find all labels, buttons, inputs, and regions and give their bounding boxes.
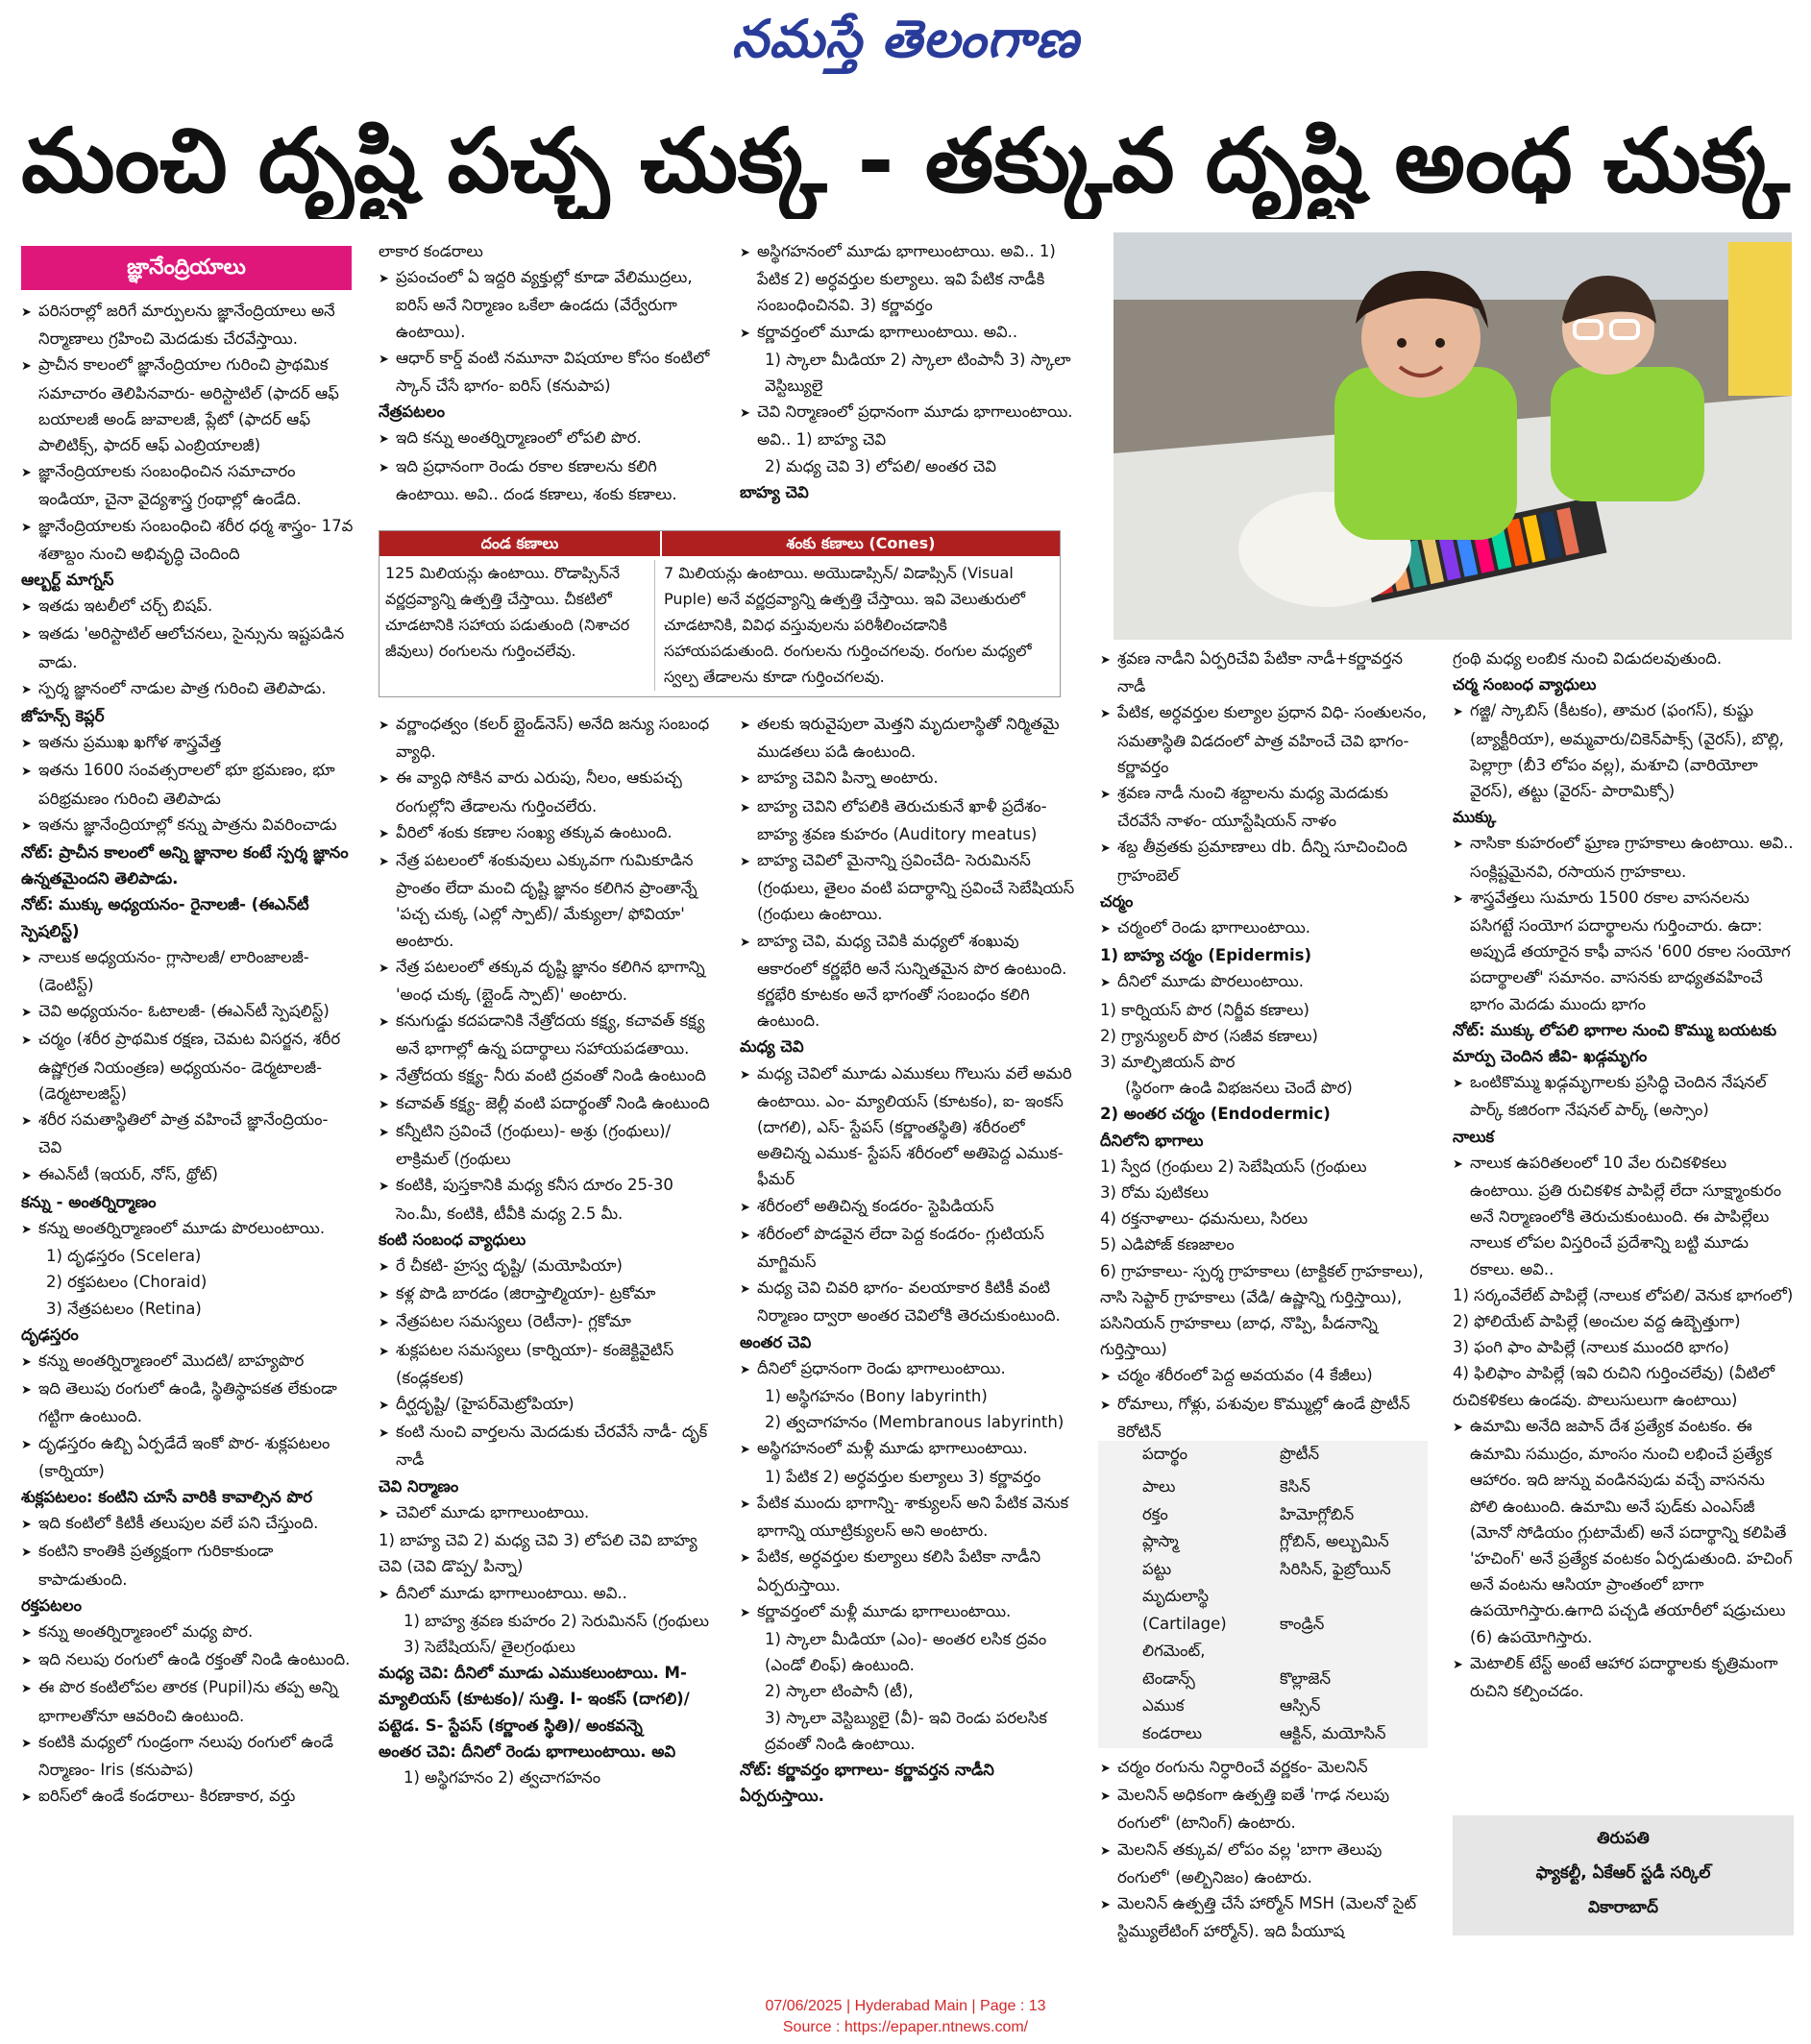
paragraph: 5) ఎడిపోజ్ కణజాలం	[1100, 1235, 1235, 1254]
subheading: అంతర చెవి	[740, 1332, 812, 1351]
column-3-bottom	[740, 711, 1078, 1952]
bullet-item: ➤ చెవిలో మూడు భాగాలుంటాయి.	[379, 1499, 717, 1527]
table-cell-protein: కాండ్రిన్	[1280, 1614, 1325, 1633]
table-cell-protein: గ్లోబిన్, అల్బుమిన్	[1280, 1532, 1389, 1550]
bullet-item: ➤ ఇది తెలుపు రంగులో ఉండి, స్థితిస్థాపకత లేకుండా గట్టిగా ఉంటుంది.	[21, 1375, 355, 1429]
bullet-item: ➤ నేత్రపటల సమస్యలు (రెటీనా)- గ్లకోమా	[379, 1308, 717, 1336]
table-cell-protein: కొల్లాజెన్	[1280, 1668, 1332, 1688]
subheading: రక్తపటలం	[21, 1595, 82, 1615]
list-item: 1) స్కాలా మీడియా (ఎం)- అంతర లసిక ద్రవం (ఎండో లింఫ్) ఉంటుంది.	[765, 1629, 1047, 1675]
list-item: 1) స్కాలా మీడియా 2) స్కాలా టింపానీ 3) స్కాలా వెస్టిబ్యులై	[765, 350, 1071, 396]
table-cell-substance: కండరాలు	[1142, 1723, 1203, 1742]
subheading: దృఢస్తరం	[21, 1325, 79, 1344]
bullet-item: ➤ కన్ను అంతర్నిర్మాణంలో మధ్య పొర.	[21, 1618, 355, 1646]
bullet-item: ➤ కంటిని కాంతికి ప్రత్యక్షంగా గురికాకుండా కాపాడుతుంది.	[21, 1538, 355, 1592]
bullet-item: ➤ ఆధార్ కార్డ్ వంటి నమూనా విషయాల కోసం కంటిలో స్కాన్ చేసే భాగం- ఐరిస్ (కనుపాప)	[379, 345, 715, 399]
bullet-item: ➤ జ్ఞానేంద్రియాలకు సంబంధించిన సమాచారం ఇండియా, చైనా వైద్యశాస్త్ర గ్రంథాల్లో ఉండేది.	[21, 458, 355, 512]
table-cell-protein: హిమోగ్లోబిన్	[1280, 1504, 1355, 1523]
note: నోట్: ముక్కు అధ్యయనం- రైనాలజీ- (ఈఎన్‌టీ స్పెషలిస్ట్)	[21, 895, 309, 940]
bullet-item: ➤ చెవి నిర్మాణంలో ప్రధానంగా మూడు భాగాలుంటాయి. అవి.. 1) బాహ్య చెవి	[740, 399, 1078, 452]
paragraph: 1) స్వేద (గ్రంథులు 2) సెబేషియస్ (గ్రంథులు	[1100, 1156, 1367, 1176]
bullet-item: ➤ మెటాలిక్ టేస్ట్ అంటే ఆహార పదార్థాలకు కృత్రిమంగా రుచిని కల్పించడం.	[1453, 1650, 1794, 1704]
subheading: శుక్లపటలం: కంటిని చూసే వారికి కావాల్సిన పొర	[21, 1487, 313, 1506]
list-item: 1) బాహ్య శ్రవణ కుహరం 2) సెరుమినస్ (గ్రంథులు 3) సెబేషియస్/ తైలగ్రంథులు	[404, 1611, 709, 1656]
paragraph: 2) గ్ర్యాన్యులర్ పొర (సజీవ కణాలు)	[1100, 1026, 1318, 1045]
bullet-item: ➤ ఇది కంటిలో కిటికీ తలుపుల వలే పని చేస్తుంది.	[21, 1510, 355, 1538]
column-5	[1453, 645, 1794, 1813]
bullet-item: ➤ కంటికి, పుస్తకానికి మధ్య కనీస దూరం 25-30 సెం.మీ, కంటికి, టీవీకి మధ్య 2.5 మీ.	[379, 1172, 717, 1226]
table-cell-substance: పాలు	[1142, 1477, 1176, 1496]
table-cell-substance: మృదులాస్థి	[1142, 1587, 1210, 1605]
byline	[1453, 1815, 1794, 1935]
column-2-top	[379, 238, 715, 526]
subheading: మధ్య చెవి	[740, 1037, 804, 1057]
bullet-item: ➤ పరిసరాల్లో జరిగే మార్పులను జ్ఞానేంద్రియాలు అనే నిర్మాణాలు గ్రహించి మెదడుకు చేరవేస్తాయి.	[21, 298, 355, 352]
bullet-item: ➤ ప్రపంచంలో ఏ ఇద్దరి వ్యక్తుల్లో కూడా వేలిముద్రలు, ఐరిస్ అనే నిర్మాణం ఒకేలా ఉండదు (వేర్వేరుగా ఉంటాయి).	[379, 264, 715, 345]
bullet-item: ➤ కంటి నుంచి వార్తలను మెదడుకు చేరవేసే నాడీ- దృక్ నాడీ	[379, 1419, 717, 1472]
paragraph: గ్రంథి మధ్య లంబిక నుంచి విడుదలవుతుంది.	[1453, 649, 1723, 668]
subheading: చర్మం	[1100, 891, 1134, 911]
subheading: కన్ను - అంతర్నిర్మాణం	[21, 1192, 157, 1211]
table-cell-rods: 125 మిలియన్లు ఉంటాయి. రొడాప్సిన్‌నే వర్ణద్రవ్యాన్ని ఉత్పత్తి చేస్తాయి. చీకటిలో చూడటానికి సహాయ పడుతుంది (నిశాచర జీవులు) రంగులను గుర్తించలేవు.	[385, 564, 630, 660]
bullet-item: ➤ కచావత్ కక్ష్య- జెల్లీ వంటి పదార్థంతో నిండి ఉంటుంది	[379, 1090, 717, 1118]
cone-rod-table	[379, 530, 1061, 697]
table-cell-protein: ఆస్సిన్	[1280, 1696, 1321, 1715]
footer-source-link[interactable]: Source : https://epaper.ntnews.com/	[782, 2019, 1029, 2035]
byline-name: తిరుపతి	[1597, 1829, 1650, 1848]
note: మధ్య చెవి: దీనిలో మూడు ఎముకలుంటాయి. M- మ్యాలియస్ (కూటకం)/ సుత్తి. I- ఇంకస్ (దాగలి)/ పట్టెడ. S- స్టేపస్ (కర్ణాంత స్థితి)/ అంకవన్నె	[379, 1664, 690, 1735]
protein-head-protein: ప్రొటీన్	[1280, 1445, 1320, 1463]
protein-table	[1098, 1441, 1428, 1748]
subheading: నేత్రపటలం	[379, 402, 445, 422]
list-item: 2) రక్తపటలం (Choraid)	[46, 1273, 208, 1292]
bullet-item: ➤ శరీర సమతాస్థితిలో పాత్ర వహించే జ్ఞానేంద్రియం- చెవి	[21, 1107, 355, 1160]
paragraph: 6) గ్రాహకాలు- స్పర్శ గ్రాహకాలు (టాక్టికల్ గ్రాహకాలు), నాసి సెప్టార్ గ్రాహకాలు (వేడి/ ఉష్ణాన్ని గుర్తిస్తాయి), పసినియన్ గ్రాహకాలు (బాధ, నొప్పి, పీడనాన్ని గుర్తిస్తాయి)	[1100, 1261, 1424, 1359]
subheading: బాహ్య చెవి	[740, 482, 809, 501]
byline-place: వికారాబాద్	[1588, 1898, 1658, 1917]
protein-head-substance: పదార్థం	[1142, 1445, 1188, 1463]
bullet-item: ➤ బాహ్య చెవిని పిన్నా అంటారు.	[740, 765, 1078, 792]
bullet-item: ➤ కన్ను అంతర్నిర్మాణంలో మొదటి/ బాహ్యపొర	[21, 1348, 355, 1375]
bullet-item: ➤ దృఢస్తరం ఉబ్బి ఏర్పడేదే ఇంకో పొర- శుక్లపటలం (కార్నియా)	[21, 1430, 355, 1484]
bullet-item: ➤ కర్ణావర్తంలో మూడు భాగాలుంటాయి. అవి..	[740, 319, 1078, 347]
bullet-item: ➤ చర్మం రంగును నిర్ధారించే వర్ణకం- మెలనిన్	[1100, 1754, 1432, 1782]
column-3-top	[740, 238, 1078, 526]
bullet-item: ➤ స్పర్శ జ్ఞానంలో నాడుల పాత్ర గురించి తెలిపాడు.	[21, 675, 355, 703]
bullet-item: ➤ ఈ వ్యాధి సోకిన వారు ఎరుపు, నీలం, ఆకుపచ్చ రంగుల్లోని తేడాలను గుర్తించలేరు.	[379, 765, 717, 818]
paragraph: 1) కార్నియస్ పొర (నిర్జీవ కణాలు)	[1100, 1000, 1309, 1019]
bullet-item: ➤ బాహ్య చెవి, మధ్య చెవికి మధ్యలో శంఖువు ఆకారంలో కర్ణభేరి అనే సున్నితమైన పొర ఉంటుంది. కర్ణభేరి కూటకం అనే భాగంతో సంబంధం కలిగి ఉంటుంది.	[740, 928, 1078, 1034]
photo-children-drawing	[1114, 232, 1792, 640]
bullet-item: ➤ కంటికి మధ్యలో గుండ్రంగా నలుపు రంగులో ఉండే నిర్మాణం- Iris (కనుపాప)	[21, 1729, 355, 1783]
subheading: దీనిలోని భాగాలు	[1100, 1131, 1204, 1150]
bullet-item: ➤ చర్మం (శరీర ప్రాథమిక రక్షణ, చెమట విసర్జన, శరీర ఉష్ణోగ్రత నియంత్రణ) అధ్యయనం- డెర్మటాలజీ- (డెర్మటాలజిస్ట్)	[21, 1026, 355, 1107]
bullet-item: ➤ బాహ్య చెవిలో మైనాన్ని స్రవించేది- సెరుమినస్ (గ్రంథులు, తైలం వంటి పదార్థాన్ని స్రవించే సెబేషియస్ (గ్రంథులు ఉంటాయి.	[740, 847, 1078, 928]
note: నోట్: ప్రాచీన కాలంలో అన్ని జ్ఞానాల కంటే స్పర్శ జ్ఞానం ఉన్నతమైందని తెలిపాడు.	[21, 843, 349, 888]
list-item: 2) మధ్య చెవి 3) లోపలి/ అంతర చెవి	[765, 456, 996, 475]
column-1	[21, 298, 355, 1950]
bullet-item: ➤ రోమాలు, గోళ్లు, పశువుల కొమ్ముల్లో ఉండే ప్రొటీన్ కెరోటిన్	[1100, 1391, 1432, 1443]
bullet-item: ➤ అస్థిగహనంలో మళ్లీ మూడు భాగాలుంటాయి.	[740, 1435, 1078, 1463]
table-head-rods: దండ కణాలు	[379, 531, 660, 556]
bullet-item: ➤ మధ్య చెవి చివరి భాగం- వలయాకార కిటికీ వంటి నిర్మాణం ద్వారా అంతర చెవిలోకి తెరచుకుంటుంది.	[740, 1275, 1078, 1328]
bullet-item: ➤ పేటిక ముందు భాగాన్ని- శాక్యులస్ అని పేటిక వెనుక భాగాన్ని యూట్రిక్యులస్ అని అంటారు.	[740, 1490, 1078, 1544]
bullet-item: ➤ ఉమామి అనేది జపాన్ దేశ ప్రత్యేక వంటకం. ఈ ఉమామి సముద్రం, మాంసం నుంచి లభించే ప్రత్యేక ఆహారం. ఇది జున్ను వండినపుడు వచ్చే వాసనను పోలి ఉంటుంది. ఉమామి అనే పుడ్‌కు ఎంఎస్‌జీ (మోనో సోడియం గ్లుటామేట్) అనే పదార్థాన్ని కలిపితే 'హచింగ్' అనే ప్రత్యేక వంటకం ఏర్పడుతుంది. హచింగ్ అనే వంటను ఆసియా ప్రాంతంలో బాగా ఉపయోగిస్తారు.ఉగాది పచ్చడి తయారీలో షడ్రుచులు (6) ఉపయోగిస్తారు.	[1453, 1413, 1794, 1650]
bullet-item: ➤ గజ్జి/ స్కాబిస్ (కీటకం), తామర (ఫంగస్), కుష్టు (బ్యాక్టీరియా), అమ్మవారు/చికెన్‌పాక్స్ (వైరస్), బొల్లి, పెల్లాగ్రా (బీ3 లోపం వల్ల), మశూచి (వారియోలా వైరస్), తట్టు (వైరస్- పారామిక్సో)	[1453, 697, 1794, 804]
paragraph: లాకార కండరాలు	[379, 242, 483, 260]
subheading: ఆల్బర్ట్ మాగ్నస్	[21, 571, 114, 590]
bullet-item: ➤ ఇతను 1600 సంవత్సరాలలో భూ భ్రమణం, భూ పరిభ్రమణం గురించి తెలిపాడు	[21, 757, 355, 811]
bullet-item: ➤ కనుగుడ్డు కదపడానికి నేత్రోదయ కక్ష్య, కచావత్ కక్ష్య అనే భాగాల్లో ఉన్న పదార్థాలు సహాయపడతాయి.	[379, 1008, 717, 1061]
paragraph: 1) బాహ్య చెవి 2) మధ్య చెవి 3) లోపలి చెవి బాహ్య చెవి (చెవి డొప్ప/ పిన్నా)	[379, 1531, 697, 1576]
bullet-item: ➤ ఇతడు ఇటలీలో చర్చ్ బిషప్.	[21, 593, 355, 620]
subheading: చర్మ సంబంధ వ్యాధులు	[1453, 675, 1597, 694]
paragraph: 3) మాల్ఫిజియన్ పొర	[1100, 1053, 1236, 1072]
bullet-item: ➤ శుక్లపటల సమస్యలు (కార్నియా)- కంజెక్టివైటిస్ (కండ్లకలక)	[379, 1337, 717, 1391]
bullet-item: ➤ నాలుక ఉపరితలంలో 10 వేల రుచికళికలు ఉంటాయి. ప్రతి రుచికళిక పాపిల్లే లేదా సూక్ష్మాంకురం అనే నిర్మాణంలోకి తెరుచుకుంటుంది. ఈ పాపిల్లేలు నాలుక లోపల విస్తరించే ప్రదేశాన్ని బట్టి మూడు రకాలు. అవి..	[1453, 1150, 1794, 1282]
bullet-item: ➤ పేటిక, అర్ధవర్తుల కుల్యాలు కలిసి పేటికా నాడీని ఏర్పరుస్తాయి.	[740, 1544, 1078, 1597]
paragraph: 3) రోమ పుటికలు	[1100, 1183, 1209, 1203]
table-cell-substance: (Cartilage)	[1142, 1614, 1227, 1633]
subheading: జోహన్స్ కెప్లర్	[21, 707, 105, 726]
table-cell-substance: ఎముక	[1142, 1696, 1185, 1715]
bullet-item: ➤ రే చీకటి- హ్రస్వ దృష్టి/ (మయోపియా)	[379, 1253, 717, 1280]
bullet-item: ➤ కర్ణావర్తంలో మళ్లీ మూడు భాగాలుంటాయి.	[740, 1598, 1078, 1626]
bullet-item: ➤ నేత్ర పటలంలో శంకువులు ఎక్కువగా గుమికూడిన ప్రాంతం లేదా మంచి దృష్టి జ్ఞానం కలిగిన ప్రాంతాన్నే 'పచ్చ చుక్క (ఎల్లో స్పాట్)/ మేక్యులా/ ఫోవియా' అంటారు.	[379, 847, 717, 954]
table-cell-cones: 7 మిలియన్లు ఉంటాయి. అయొడాప్సిన్/ విడాప్సిన్ (Visual Puple) అనే వర్ణద్రవ్యాన్ని ఉత్పత్తి చేస్తాయి. ఇవి వెలుతురులో చూడటానికి, వివిధ వస్తువులను పరిశీలించడానికి సహాయపడుతుంది. రంగులను గుర్తించగలవు. రంగుల మధ్యలో స్వల్ప తేడాలను కూడా గుర్తించగలవు.	[664, 564, 1032, 686]
bullet-item: ➤ చెవి అధ్యయనం- ఓటాలజీ- (ఈఎన్‌టీ స్పెషలిస్ట్)	[21, 998, 355, 1026]
bullet-item: ➤ శాస్త్రవేత్తలు సుమారు 1500 రకాల వాసనలను పసిగట్టే సంయోగ పదార్థాలను గుర్తించారు. ఉదా: అప్పుడే తయారైన కాఫీ వాసన '600 రకాల సంయోగ పదార్థాలతో' సమానం. వాసనకు బాధ్యతవహించే భాగం మెదడు ముందు భాగం	[1453, 885, 1794, 1017]
list-item: 1) అస్థిగహనం 2) త్వచాగహనం	[404, 1767, 601, 1787]
bullet-item: ➤ ఈఎన్‌టీ (ఇయర్, నోస్, థ్రోట్)	[21, 1161, 355, 1189]
table-cell-substance: రక్తం	[1142, 1504, 1168, 1523]
bullet-item: ➤ శరీరంలో అతిచిన్న కండరం- స్టెపిడియస్	[740, 1193, 1078, 1221]
paragraph: 3) ఫంగి ఫాం పాపిల్లే (నాలుక ముందరి భాగం)	[1453, 1338, 1729, 1357]
subheading: కంటి సంబంధ వ్యాధులు	[379, 1229, 526, 1249]
bullet-item: ➤ ఈ పొర కంటిలోపల తారక (Pupil)ను తప్ప అన్ని భాగాలతోనూ ఆవరించి ఉంటుంది.	[21, 1674, 355, 1728]
bullet-item: ➤ శరీరంలో పొడవైన లేదా పెద్ద కండరం- గ్లుటియస్ మాగ్జిమస్	[740, 1221, 1078, 1275]
list-item: (స్థిరంగా ఉండి విభజనలు చెందే పొర)	[1125, 1079, 1353, 1098]
bullet-item: ➤ వర్ణాంధత్వం (కలర్ బ్లైండ్‌నెస్) అనేది జన్యు సంబంధ వ్యాధి.	[379, 711, 717, 765]
paragraph: 4) ఫిలిఫాం పాపిల్లే (ఇవి రుచిని గుర్తించలేవు) (వీటిలో రుచికళికలు ఉండవు. పొలుసులుగా ఉంటాయి)	[1453, 1364, 1775, 1409]
table-head-cones: శంకు కణాలు (Cones)	[662, 531, 1060, 556]
bullet-item: ➤ తలకు ఇరువైపులా మెత్తని మృదులాస్థితో నిర్మితమై ముడతలు పడి ఉంటుంది.	[740, 711, 1078, 765]
section-title: జ్ఞానేంద్రియాలు	[21, 246, 352, 290]
table-cell-protein: కెసిన్	[1280, 1477, 1310, 1496]
bullet-item: ➤ నేత్రోదయ కక్ష్య- నీరు వంటి ద్రవంతో నిండి ఉంటుంది	[379, 1062, 717, 1090]
bullet-item: ➤ మెలనిన్ ఉత్పత్తి చేసే హార్మోన్ MSH (మెలనో సైట్ స్టిమ్యులేటింగ్ హార్మోన్). ఇది పీయూష	[1100, 1890, 1432, 1944]
list-item: 1) దృఢస్తరం (Scelera)	[46, 1247, 202, 1266]
column-4-bottom	[1100, 1754, 1432, 1956]
bullet-item: ➤ ఇది నలుపు రంగులో ఉండి రక్తంతో నిండి ఉంటుంది.	[21, 1646, 355, 1674]
masthead	[0, 8, 1811, 83]
list-item: 3) నేత్రపటలం (Retina)	[46, 1299, 202, 1318]
footer-date-edition: 07/06/2025 | Hyderabad Main | Page : 13	[765, 1998, 1046, 2014]
bullet-item: ➤ వీరిలో శంకు కణాల సంఖ్య తక్కువ ఉంటుంది.	[379, 819, 717, 847]
bullet-item: ➤ కన్నీటిని స్రవించే (గ్రంథులు)- అశ్రు (గ్రంథులు)/ లాక్రిమల్ (గ్రంథులు	[379, 1118, 717, 1172]
note: నోట్: ముక్కు లోపలి భాగాల నుంచి కొమ్ము బయటకు మార్పు చెందిన జీవి- ఖడ్గమృగం	[1453, 1020, 1777, 1066]
bullet-item: ➤ శ్రవణ నాడీ నుంచి శబ్దాలను మధ్య మెదడుకు చేరవేసే నాళం- యూస్టేషియన్ నాళం	[1100, 780, 1432, 834]
paragraph: 2) ఫోలియేట్ పాపిల్లే (అంచుల వద్ద ఉబ్బెత్తుగా)	[1453, 1312, 1741, 1331]
bullet-item: ➤ మెలనిన్ అధికంగా ఉత్పత్తి ఐతే 'గాఢ నలుపు రంగులో' (టానింగ్) ఉంటారు.	[1100, 1782, 1432, 1836]
subheading: చెవి నిర్మాణం	[379, 1476, 459, 1496]
bullet-item: ➤ ఒంటికొమ్ము ఖడ్గమృగాలకు ప్రసిద్ధి చెందిన నేషనల్ పార్క్ కజిరంగా నేషనల్ పార్క్ (అస్సాం)	[1453, 1069, 1794, 1123]
table-cell-protein: ఆక్టిన్, మయోసిన్	[1280, 1723, 1386, 1742]
bullet-item: ➤ దీనిలో ప్రధానంగా రెండు భాగాలుంటాయి.	[740, 1355, 1078, 1383]
list-item: 2) త్వచాగహనం (Membranous labyrinth)	[765, 1413, 1065, 1432]
list-item: 1) పేటిక 2) అర్ధవర్తుల కుల్యాలు 3) కర్ణావర్తం	[765, 1467, 1041, 1486]
bullet-item: ➤ ఇతడు 'అరిస్టాటిల్ ఆలోచనలు, సైన్సును ఇష్టపడిన వాడు.	[21, 620, 355, 674]
bullet-item: ➤ నాలుక అధ్యయనం- గ్లాసాలజీ/ లారింజాలజీ- (డెంటిస్ట్)	[21, 944, 355, 998]
bullet-item: ➤ దీనిలో మూడు పొరలుంటాయి.	[1100, 968, 1432, 996]
list-item: 2) స్కాలా టింపానీ (టీ),	[765, 1682, 914, 1701]
table-cell-substance: ప్లాస్మా	[1142, 1532, 1179, 1550]
subheading: ముక్కు	[1453, 808, 1497, 827]
note: 2) అంతర చర్మం (Endodermic)	[1100, 1105, 1331, 1124]
table-cell-protein: సిరిసిన్, ఫైబ్రోయిన్	[1280, 1559, 1391, 1578]
note: అంతర చెవి: దీనిలో రెండు భాగాలుంటాయి. అవి	[379, 1741, 676, 1761]
subheading: నాలుక	[1453, 1127, 1495, 1146]
bullet-item: ➤ దీర్ఘదృష్టి/ (హైపర్‌మెట్రోపియా)	[379, 1391, 717, 1419]
column-2-bottom	[379, 711, 717, 1952]
bullet-item: ➤ శబ్ద తీవ్రతకు ప్రమాణాలు db. దీన్ని సూచించింది గ్రాహంబెల్	[1100, 834, 1432, 888]
bullet-item: ➤ కళ్ల పొడి బారడం (జిరాప్తాల్మియా)- ట్రకోమా	[379, 1280, 717, 1308]
note: నోట్: కర్ణావర్తం భాగాలు- కర్ణావర్తన నాడీని ఏర్పరుస్తాయి.	[740, 1760, 994, 1806]
bullet-item: ➤ చర్మంలో రెండు భాగాలుంటాయి.	[1100, 914, 1432, 942]
bullet-item: ➤ ఇది కన్ను అంతర్నిర్మాణంలో లోపలి పొర.	[379, 425, 715, 452]
bullet-item: ➤ నాసికా కుహరంలో ఘ్రాణ గ్రాహకాలు ఉంటాయి. అవి.. సంక్లిష్టమైనవి, రసాయన గ్రాహకాలు.	[1453, 830, 1794, 884]
bullet-item: ➤ అస్థిగహనంలో మూడు భాగాలుంటాయి. అవి.. 1) పేటిక 2) అర్ధవర్తుల కుల్యాలు. ఇవి పేటిక నాడీకి సంబంధించినవి. 3) కర్ణావర్తం	[740, 238, 1078, 319]
bullet-item: ➤ ఇతను జ్ఞానేంద్రియాల్లో కన్ను పాత్రను వివరించాడు	[21, 812, 355, 840]
list-item: 3) స్కాలా వెస్టిబ్యులై (వీ)- ఇవి రెండు పరలసిక ద్రవంతో నిండి ఉంటాయి.	[765, 1708, 1047, 1753]
bullet-item: ➤ జ్ఞానేంద్రియాలకు సంబంధించి శరీర ధర్మ శాస్త్రం- 17వ శతాబ్దం నుంచి అభివృద్ధి చెందింది	[21, 513, 355, 567]
table-cell-substance: టెండాన్స్	[1142, 1668, 1195, 1688]
bullet-item: ➤ దీనిలో మూడు భాగాలుంటాయి. అవి..	[379, 1580, 717, 1608]
table-cell-substance: లిగమెంట్,	[1142, 1642, 1206, 1660]
bullet-item: ➤ చర్మం శరీరంలో పెద్ద అవయవం (4 కేజీలు)	[1100, 1362, 1432, 1390]
column-4	[1100, 645, 1432, 1443]
bullet-item: ➤ నేత్ర పటలంలో తక్కువ దృష్టి జ్ఞానం కలిగిన భాగాన్ని 'అంధ చుక్క (బ్లైండ్ స్పాట్)' అంటారు.	[379, 954, 717, 1008]
bullet-item: ➤ పేటిక, అర్ధవర్తుల కుల్యాల ప్రధాన విధి- సంతులనం, సమతాస్థితి విడదంలో పాత్ర వహించే చెవి భాగం- కర్ణావర్తం	[1100, 699, 1432, 780]
byline-org: ఫ్యాకల్టీ, ఏకేఆర్ స్టడీ సర్కిల్	[1535, 1863, 1711, 1883]
note: 1) బాహ్య చర్మం (Epidermis)	[1100, 946, 1312, 965]
bullet-item: ➤ ప్రాచీన కాలంలో జ్ఞానేంద్రియాల గురించి ప్రాథమిక సమాచారం తెలిపినవారు- అరిస్టాటిల్ (ఫాదర్ ఆఫ్ బయాలజీ అండ్ జువాలజీ, ప్లేటో (ఫాదర్ ఆఫ్ పాలిటిక్స్, ఫాదర్ ఆఫ్ ఎంబ్రియాలజీ)	[21, 352, 355, 458]
bullet-item: ➤ శ్రవణ నాడీని ఏర్పరిచేవి పేటికా నాడీ+కర్ణావర్తన నాడీ	[1100, 645, 1432, 699]
bullet-item: ➤ ఇతను ప్రముఖ ఖగోళ శాస్త్రవేత్త	[21, 729, 355, 757]
bullet-item: ➤ బాహ్య చెవిని లోపలికి తెరుచుకునే ఖాళీ ప్రదేశం- బాహ్య శ్రవణ కుహరం (Auditory meatus)	[740, 793, 1078, 847]
list-item: 1) అస్థిగహనం (Bony labyrinth)	[765, 1387, 988, 1406]
bullet-item: ➤ కన్ను అంతర్నిర్మాణంలో మూడు పొరలుంటాయి.	[21, 1215, 355, 1243]
bullet-item: ➤ మెలనిన్ తక్కువ/ లోపం వల్ల 'బాగా తెలుపు రంగులో' (అల్బినిజం) ఉంటారు.	[1100, 1837, 1432, 1890]
bullet-item: ➤ ఐరిస్‌లో ఉండే కండరాలు- కిరణాకార, వర్తు	[21, 1783, 355, 1811]
headline: మంచి దృష్టి పచ్చ చుక్క - తక్కువ దృష్టి అంధ చుక్క	[21, 110, 1790, 212]
paragraph: 4) రక్తనాళాలు- ధమనులు, సిరలు	[1100, 1209, 1309, 1229]
masthead-logo: నమస్తే తెలంగాణ	[731, 8, 1080, 69]
bullet-item: ➤ మధ్య చెవిలో మూడు ఎముకలు గొలుసు వలే అమరి ఉంటాయి. ఎం- మ్యాలియస్ (కూటకం), ఐ- ఇంకస్ (దాగలి), ఎస్- స్టేపస్ (కర్ణాంతస్థితి) శరీరంలో అతిచిన్న ఎముక- స్టేపస్ శరీరంలో అతిపెద్ద ఎముక- ఫీమర్	[740, 1060, 1078, 1193]
paragraph: 1) సర్కంవేలేట్ పాపిల్లే (నాలుక లోపలి/ వెనుక భాగంలో)	[1453, 1285, 1794, 1304]
table-cell-substance: పట్టు	[1142, 1559, 1172, 1578]
bullet-item: ➤ ఇది ప్రధానంగా రెండు రకాల కణాలను కలిగి ఉంటాయి. అవి.. దండ కణాలు, శంకు కణాలు.	[379, 453, 715, 507]
